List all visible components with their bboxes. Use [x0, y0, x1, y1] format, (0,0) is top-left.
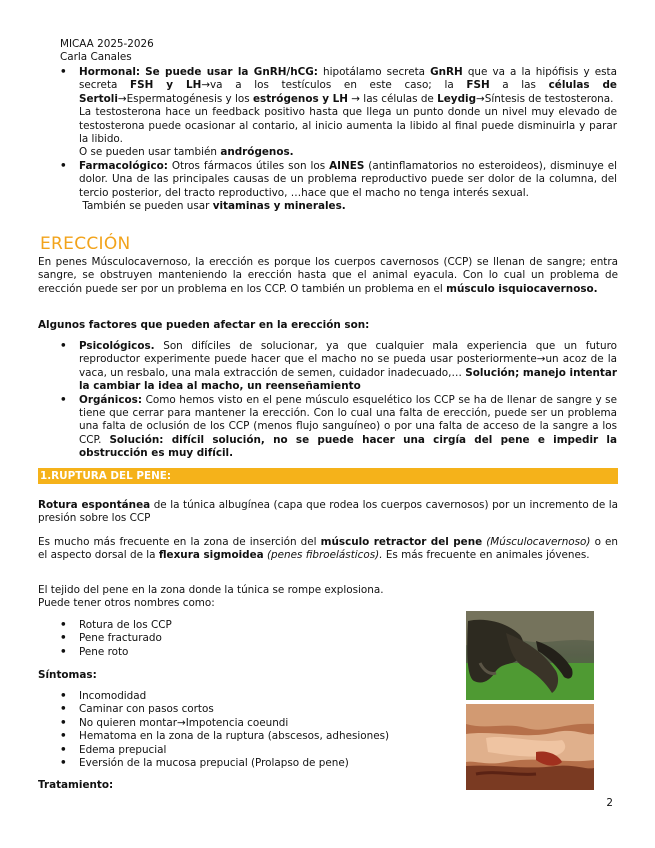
bullet-organicos [79, 394, 617, 461]
factores-title [38, 319, 618, 332]
list-item: • No quieren montar→Impotencia coeundi [79, 717, 459, 730]
bold-text: Se puede usar la GnRH/hCG: [145, 66, 318, 78]
bold-text: Leydig [437, 92, 477, 105]
body-text: Es más frecuente en animales jóvenes. [385, 549, 590, 562]
section-bar-ruptura: 1.RUPTURA DEL PENE: [38, 468, 618, 484]
bold-text: GnRH [430, 66, 463, 78]
other-names-list [79, 619, 439, 659]
bold-text: vitaminas y minerales. [212, 200, 346, 213]
course-label: MICAA 2025-2026 [60, 38, 154, 50]
bold-text: Solución: difícil solución, no se puede hacer una cirgía del pene e impedir la obstrucción es muy difícil. [79, 433, 617, 460]
body-text: En penes Músculocavernoso, la erección es porque los cuerpos cavernosos (CCP) se llenan de sangre; entra sangre, se obstruyen manteniendo la erección hasta que el animal eyacula. Con lo cual un problema de erección puede ser por un problema en los CCP. O también un problema en el [38, 256, 618, 295]
bold-text: estrógenos y LH [252, 92, 348, 105]
body-text: de la túnica albugínea (capa que rodea los cuerpos cavernosos) por un incremento de la presión sobre los CCP [38, 499, 618, 525]
body-text: Puede tener otros nombres como: [38, 597, 215, 610]
body-text: →Espermatogénesis y los [117, 92, 250, 105]
body-text: Son difíciles de solucionar, ya que cualquier mala experiencia que un futuro reproductor experimente puede hacer que el macho no se pueda usar posteriormente→un acoz de la vaca, un resbalo, una mala extracción de semen, cuidador inadecuado,… [79, 340, 617, 379]
body-text: (antinflamatorios no esteroideos), disminuye el dolor. Una de las principales causas de un problema reproductivo puede ser dolor de la columna, del tercio posterior, del tracto reproductivo, …hace que el macho no tenga interés sexual. [79, 159, 617, 199]
body-text: →Síntesis de testosterona. [476, 92, 614, 105]
list-item: • Rotura de los CCP [79, 619, 439, 632]
bold-text: Rotura espontánea [38, 499, 151, 511]
body-text: También se pueden usar [82, 200, 210, 213]
bullet-label: Hormonal: [79, 66, 141, 78]
bull-photo [466, 611, 594, 700]
body-text: Otros fármacos útiles son los [171, 159, 326, 172]
body-text: →va a los testículos en este caso; la [201, 79, 454, 92]
bold-text: FSH y LH [130, 79, 202, 92]
ruptura-p1 [38, 499, 618, 526]
bold-text: músculo retractor del pene [320, 536, 483, 548]
paragraph [79, 146, 617, 159]
body-text: Es mucho más frecuente en la zona de inserción del [38, 536, 317, 548]
bold-text: células de Sertoli [79, 79, 617, 105]
sintomas-list [79, 690, 459, 770]
body-text: → las células de [351, 92, 434, 105]
italic-text: (penes fibroelásticos). [266, 549, 383, 562]
bullet-hormonal [79, 66, 617, 160]
body-text: O se pueden usar también [79, 146, 218, 159]
bullet-label: Psicológicos. [79, 340, 155, 352]
bold-text: Tratamiento: [38, 779, 114, 791]
bold-text: músculo isquiocavernoso. [446, 282, 598, 295]
factores-list [79, 340, 617, 461]
paragraph [79, 200, 617, 213]
list-item: • Pene roto [79, 646, 439, 659]
page-header [60, 38, 154, 64]
list-item: • Caminar con pasos cortos [79, 703, 459, 716]
bold-text: Síntomas: [38, 669, 97, 681]
bold-text: andrógenos. [220, 146, 294, 159]
bold-text: AINES [329, 159, 365, 172]
ruptura-p2 [38, 536, 618, 563]
bold-text: Solución; manejo intentar la cambiar la idea al macho, un reenseñamiento [79, 366, 618, 393]
list-item: • Edema prepucial [79, 744, 459, 757]
bold-text: FSH [466, 79, 490, 92]
body-text: a las [502, 79, 536, 92]
ereccion-intro [38, 256, 618, 296]
list-item: • Eversión de la mucosa prepucial (Prolapso de pene) [79, 757, 459, 770]
bullet-psicologicos [79, 340, 617, 394]
body-text: o en el aspecto dorsal de la [38, 536, 618, 562]
ruptura-p3 [38, 584, 458, 611]
body-text: Como hemos visto en el pene músculo esquelético los CCP se ha de llenar de sangre y se tiene que cerrar para mantener la erección. Con lo cual una falta de erección, puede ser un problema una falta de oclusión de los CCP (menos flujo sanguíneo) o por una falta de acceso de la sangre a los CCP. [79, 393, 617, 446]
paragraph: La testosterona hace un feedback positivo hasta que llega un punto donde un nivel muy elevado de testosterona puede ocasionar al contario, al inicio aumenta la libido al final puede disminuirla y parar la libido. [79, 106, 617, 146]
list-item: • Pene fracturado [79, 632, 439, 645]
list-item: • Incomodidad [79, 690, 459, 703]
tratamiento-title [38, 779, 338, 792]
bold-text: flexura sigmoidea [158, 549, 264, 562]
body-text: hipotálamo secreta [323, 66, 426, 78]
page-number: 2 [606, 797, 613, 809]
treatment-bullets [79, 66, 617, 213]
bullet-farmacologico [79, 160, 617, 214]
bold-text: Algunos factores que pueden afectar en la erección son: [38, 319, 370, 331]
author-name: Carla Canales [60, 51, 132, 63]
body-text: El tejido del pene en la zona donde la túnica se rompe explosiona. [38, 584, 384, 596]
sintomas-title [38, 669, 338, 682]
bullet-label: Orgánicos: [79, 393, 143, 406]
body-text: que va a la hipófisis y esta secreta [79, 66, 617, 92]
italic-text: (Músculocavernoso) [486, 536, 591, 548]
section-heading-ereccion: ERECCIÓN [40, 234, 131, 254]
list-item: • Hematoma en la zona de la ruptura (abscesos, adhesiones) [79, 730, 459, 743]
bullet-label: Farmacológico: [79, 159, 168, 172]
penile-fracture-photo [466, 704, 594, 790]
